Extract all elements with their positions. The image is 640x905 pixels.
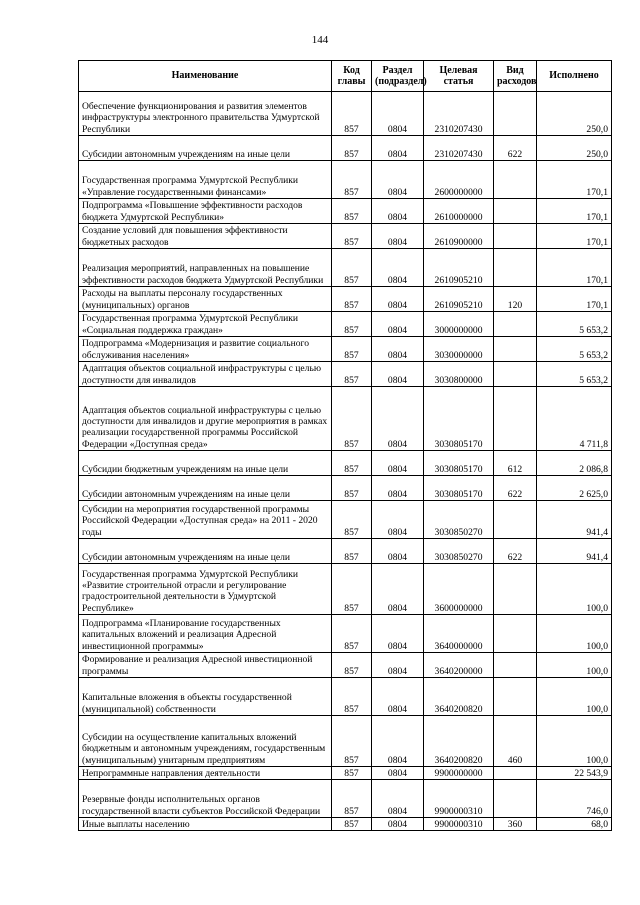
row-section: 0804	[372, 653, 424, 678]
row-expense-type	[494, 337, 537, 362]
row-target-item: 9900000310	[424, 780, 494, 818]
header-chapter-code: Код главы	[332, 61, 372, 92]
row-section: 0804	[372, 539, 424, 564]
row-target-item: 2610905210	[424, 249, 494, 287]
row-target-item: 3640200820	[424, 678, 494, 716]
header-expense-type: Вид расходов	[494, 61, 537, 92]
row-expense-type	[494, 92, 537, 136]
row-name: Субсидии автономным учреждениям на иные цели	[79, 539, 332, 564]
row-name: Субсидии автономным учреждениям на иные цели	[79, 476, 332, 501]
row-chapter-code: 857	[332, 337, 372, 362]
row-expense-type	[494, 199, 537, 224]
row-expense-type	[494, 615, 537, 653]
row-name: Субсидии автономным учреждениям на иные цели	[79, 136, 332, 161]
row-target-item: 2600000000	[424, 161, 494, 199]
row-chapter-code: 857	[332, 615, 372, 653]
row-section: 0804	[372, 501, 424, 539]
row-chapter-code: 857	[332, 136, 372, 161]
table-header-row	[79, 61, 612, 92]
row-target-item: 2610905210	[424, 287, 494, 312]
row-chapter-code: 857	[332, 92, 372, 136]
row-expense-type: 120	[494, 287, 537, 312]
table-row	[79, 362, 612, 387]
row-target-item: 3030800000	[424, 362, 494, 387]
row-target-item: 2310207430	[424, 136, 494, 161]
row-chapter-code: 857	[332, 716, 372, 767]
row-name: Капитальные вложения в объекты государственной (муниципальной) собственности	[79, 678, 332, 716]
row-name: Адаптация объектов социальной инфраструктуры с целью доступности для инвалидов	[79, 362, 332, 387]
table-row	[79, 476, 612, 501]
table-row	[79, 224, 612, 249]
row-expense-type	[494, 678, 537, 716]
row-section: 0804	[372, 92, 424, 136]
row-target-item: 3640200000	[424, 653, 494, 678]
row-expense-type: 622	[494, 476, 537, 501]
table-body	[79, 92, 612, 831]
row-expense-type	[494, 161, 537, 199]
row-chapter-code: 857	[332, 564, 372, 615]
row-target-item: 3600000000	[424, 564, 494, 615]
table-row	[79, 337, 612, 362]
row-chapter-code: 857	[332, 287, 372, 312]
row-section: 0804	[372, 387, 424, 451]
row-name: Подпрограмма «Планирование государственных капитальных вложений и реализация Адресной инвестиционной программы»	[79, 615, 332, 653]
row-expense-type	[494, 312, 537, 337]
row-name: Обеспечение функционирования и развития элементов инфраструктуры электронного правительства Удмуртской Республики	[79, 92, 332, 136]
row-executed: 100,0	[537, 615, 612, 653]
row-chapter-code: 857	[332, 678, 372, 716]
row-executed: 5 653,2	[537, 362, 612, 387]
table-row	[79, 615, 612, 653]
row-executed: 250,0	[537, 136, 612, 161]
row-chapter-code: 857	[332, 387, 372, 451]
row-executed: 22 543,9	[537, 767, 612, 780]
table-row	[79, 818, 612, 831]
row-name: Субсидии бюджетным учреждениям на иные цели	[79, 451, 332, 476]
row-target-item: 3030000000	[424, 337, 494, 362]
row-section: 0804	[372, 780, 424, 818]
table-row	[79, 287, 612, 312]
table-row	[79, 539, 612, 564]
row-section: 0804	[372, 678, 424, 716]
header-target-item: Целевая статья	[424, 61, 494, 92]
page-number: 144	[311, 34, 329, 46]
row-target-item: 2610000000	[424, 199, 494, 224]
table-row	[79, 136, 612, 161]
row-chapter-code: 857	[332, 780, 372, 818]
table-row	[79, 199, 612, 224]
row-expense-type	[494, 767, 537, 780]
row-name: Формирование и реализация Адресной инвестиционной программы	[79, 653, 332, 678]
row-chapter-code: 857	[332, 767, 372, 780]
row-section: 0804	[372, 249, 424, 287]
row-expense-type: 622	[494, 539, 537, 564]
row-expense-type	[494, 780, 537, 818]
row-expense-type: 460	[494, 716, 537, 767]
row-executed: 746,0	[537, 780, 612, 818]
row-chapter-code: 857	[332, 501, 372, 539]
row-executed: 68,0	[537, 818, 612, 831]
row-executed: 170,1	[537, 287, 612, 312]
row-section: 0804	[372, 615, 424, 653]
table-row	[79, 249, 612, 287]
row-name: Создание условий для повышения эффективности бюджетных расходов	[79, 224, 332, 249]
row-chapter-code: 857	[332, 476, 372, 501]
row-expense-type	[494, 564, 537, 615]
row-target-item: 2610900000	[424, 224, 494, 249]
table-row	[79, 387, 612, 451]
row-executed: 170,1	[537, 224, 612, 249]
row-expense-type	[494, 249, 537, 287]
table-row	[79, 767, 612, 780]
row-executed: 100,0	[537, 716, 612, 767]
row-name: Реализация мероприятий, направленных на повышение эффективности расходов бюджета Удмуртской Республики	[79, 249, 332, 287]
row-executed: 941,4	[537, 501, 612, 539]
row-chapter-code: 857	[332, 199, 372, 224]
row-name: Непрограммные направления деятельности	[79, 767, 332, 780]
row-chapter-code: 857	[332, 362, 372, 387]
table-row	[79, 780, 612, 818]
row-expense-type: 612	[494, 451, 537, 476]
row-section: 0804	[372, 161, 424, 199]
row-target-item: 3640000000	[424, 615, 494, 653]
row-name: Субсидии на осуществление капитальных вложений бюджетным и автономным учреждениям, государственным (муниципальным) унитарным предприятиям	[79, 716, 332, 767]
row-executed: 4 711,8	[537, 387, 612, 451]
row-target-item: 2310207430	[424, 92, 494, 136]
row-chapter-code: 857	[332, 818, 372, 831]
row-expense-type	[494, 653, 537, 678]
row-target-item: 3030805170	[424, 451, 494, 476]
row-executed: 941,4	[537, 539, 612, 564]
row-target-item: 9900000000	[424, 767, 494, 780]
row-name: Государственная программа Удмуртской Республики «Развитие строительной отрасли и регулирование градостроительной деятельности в Удмуртской Республике»	[79, 564, 332, 615]
row-target-item: 3030805170	[424, 476, 494, 501]
row-target-item: 3030805170	[424, 387, 494, 451]
table-row	[79, 716, 612, 767]
row-executed: 5 653,2	[537, 337, 612, 362]
row-expense-type	[494, 224, 537, 249]
row-name: Государственная программа Удмуртской Республики «Управление государственными финансами»	[79, 161, 332, 199]
row-expense-type: 360	[494, 818, 537, 831]
table-row	[79, 564, 612, 615]
row-section: 0804	[372, 136, 424, 161]
row-chapter-code: 857	[332, 312, 372, 337]
row-chapter-code: 857	[332, 224, 372, 249]
row-section: 0804	[372, 818, 424, 831]
row-name: Подпрограмма «Модернизация и развитие социального обслуживания населения»	[79, 337, 332, 362]
row-name: Адаптация объектов социальной инфраструктуры с целью доступности для инвалидов и другие мероприятия в рамках реализации государственной программы Российской Федерации «Доступная среда»	[79, 387, 332, 451]
row-name: Подпрограмма «Повышение эффективности расходов бюджета Удмуртской Республики»	[79, 199, 332, 224]
row-chapter-code: 857	[332, 653, 372, 678]
row-executed: 250,0	[537, 92, 612, 136]
row-section: 0804	[372, 287, 424, 312]
row-section: 0804	[372, 564, 424, 615]
row-target-item: 3640200820	[424, 716, 494, 767]
row-chapter-code: 857	[332, 161, 372, 199]
row-executed: 100,0	[537, 653, 612, 678]
row-name: Субсидии на мероприятия государственной программы Российской Федерации «Доступная среда» на 2011 - 2020 годы	[79, 501, 332, 539]
row-chapter-code: 857	[332, 451, 372, 476]
row-executed: 170,1	[537, 199, 612, 224]
table-row	[79, 678, 612, 716]
row-section: 0804	[372, 362, 424, 387]
table-row	[79, 653, 612, 678]
row-chapter-code: 857	[332, 539, 372, 564]
row-executed: 2 086,8	[537, 451, 612, 476]
row-executed: 170,1	[537, 161, 612, 199]
row-target-item: 3000000000	[424, 312, 494, 337]
table-row	[79, 312, 612, 337]
row-expense-type: 622	[494, 136, 537, 161]
row-name: Государственная программа Удмуртской Республики «Социальная поддержка граждан»	[79, 312, 332, 337]
row-name: Расходы на выплаты персоналу государственных (муниципальных) органов	[79, 287, 332, 312]
row-section: 0804	[372, 767, 424, 780]
table-row	[79, 161, 612, 199]
row-section: 0804	[372, 476, 424, 501]
row-executed: 5 653,2	[537, 312, 612, 337]
row-section: 0804	[372, 451, 424, 476]
table-row	[79, 451, 612, 476]
row-section: 0804	[372, 337, 424, 362]
row-chapter-code: 857	[332, 249, 372, 287]
row-section: 0804	[372, 199, 424, 224]
row-expense-type	[494, 387, 537, 451]
row-executed: 100,0	[537, 678, 612, 716]
row-target-item: 3030850270	[424, 539, 494, 564]
row-target-item: 3030850270	[424, 501, 494, 539]
row-executed: 2 625,0	[537, 476, 612, 501]
row-name: Иные выплаты населению	[79, 818, 332, 831]
table-row	[79, 501, 612, 539]
header-executed: Исполнено	[537, 61, 612, 92]
budget-table	[78, 60, 612, 831]
row-section: 0804	[372, 312, 424, 337]
row-executed: 170,1	[537, 249, 612, 287]
row-section: 0804	[372, 224, 424, 249]
header-name: Наименование	[79, 61, 332, 92]
row-expense-type	[494, 362, 537, 387]
header-section: Раздел (подраздел)	[372, 61, 424, 92]
row-name: Резервные фонды исполнительных органов государственной власти субъектов Российской Федерации	[79, 780, 332, 818]
row-section: 0804	[372, 716, 424, 767]
table-row	[79, 92, 612, 136]
row-executed: 100,0	[537, 564, 612, 615]
row-expense-type	[494, 501, 537, 539]
row-target-item: 9900000310	[424, 818, 494, 831]
